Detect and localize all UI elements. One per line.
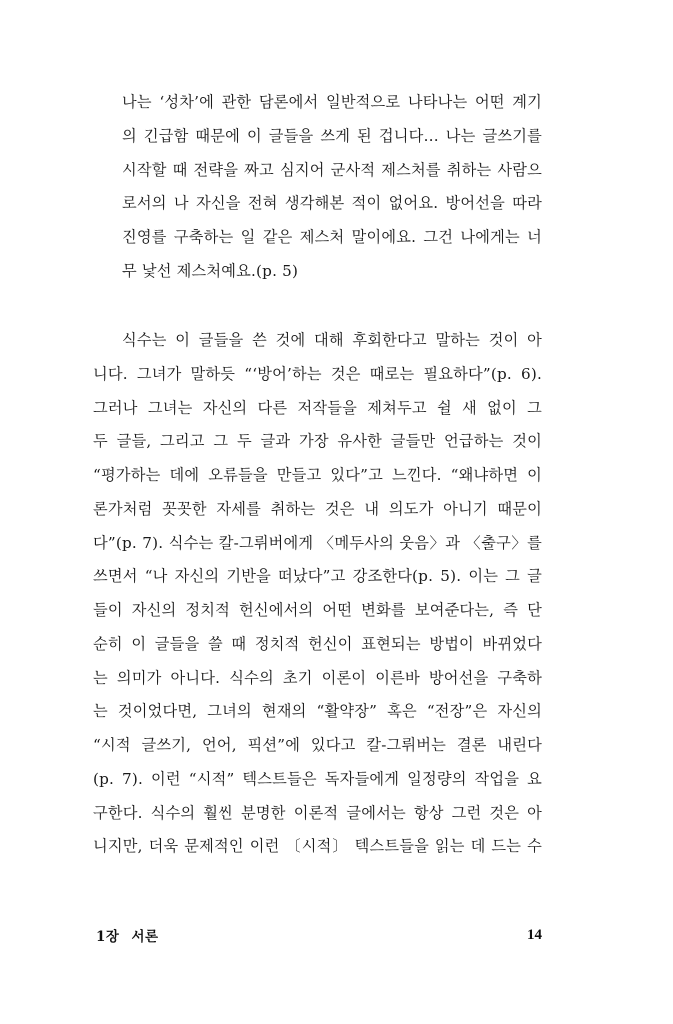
body-line: 니지만, 더욱 문제적인 이런 〔시적〕 텍스트들을 읽는 데 드는 수 xyxy=(93,837,542,856)
quote-line: 나는 ‘성차’에 관한 담론에서 일반적으로 나타나는 어떤 계기 xyxy=(122,93,542,111)
quote-line: 무 낯선 제스처예요.(p. 5) xyxy=(122,261,299,280)
chapter-number: 1장 xyxy=(96,929,120,945)
body-line: 들이 자신의 정치적 헌신에서의 어떤 변화를 보여준다는, 즉 단 xyxy=(93,601,542,619)
running-header-chapter xyxy=(96,925,159,945)
body-line: 다”(p. 7). 식수는 칼-그뤼버에게 〈메두사의 웃음〉과 〈출구〉를 xyxy=(93,533,542,552)
body-line: 니다. 그녀가 말하듯 “‘방어’하는 것은 때로는 필요하다”(p. 6). xyxy=(93,364,542,383)
body-line: 론가처럼 꼿꼿한 자세를 취하는 것은 내 의도가 아니기 때문이 xyxy=(93,499,542,518)
body-line: 는 것이었다면, 그녀의 현재의 “활약장” 혹은 “전장”은 자신의 xyxy=(93,702,542,721)
body-line: 식수는 이 글들을 쓴 것에 대해 후회한다고 말하는 것이 아 xyxy=(122,331,542,349)
body-line: 는 의미가 아니다. 식수의 초기 이론이 이른바 방어선을 구축하 xyxy=(93,668,542,687)
block-quote xyxy=(122,86,542,289)
quote-line: 로서의 나 자신을 전혀 생각해본 적이 없어요. 방어선을 따라 xyxy=(122,194,542,213)
page-number: 14 xyxy=(527,926,542,943)
body-line: 순히 이 글들을 쓸 때 정치적 헌신이 표현되는 방법이 바뀌었다 xyxy=(93,634,542,653)
body-line: “평가하는 데에 오류들을 만들고 있다”고 느낀다. “왜냐하면 이 xyxy=(93,466,542,484)
body-line: 두 글들, 그리고 그 두 글과 가장 유사한 글들만 언급하는 것이 xyxy=(93,432,542,451)
body-line: “시적 글쓰기, 언어, 픽션”에 있다고 칼-그뤼버는 결론 내린다 xyxy=(93,736,542,754)
body-line: 구한다. 식수의 훨씬 분명한 이론적 글에서는 항상 그런 것은 아 xyxy=(93,803,542,822)
body-paragraph xyxy=(93,324,542,864)
quote-line: 시작할 때 전략을 짜고 심지어 군사적 제스처를 취하는 사람으 xyxy=(122,160,542,179)
body-line: 그러나 그녀는 자신의 다른 저작들을 제쳐두고 쉴 새 없이 그 xyxy=(93,398,542,417)
quote-line: 의 긴급함 때문에 이 글들을 쓰게 된 겁니다… 나는 글쓰기를 xyxy=(122,126,542,145)
page-footer xyxy=(96,924,542,946)
quote-line: 진영를 구축하는 일 같은 제스처 말이에요. 그건 나에게는 너 xyxy=(122,228,542,246)
chapter-title: 서론 xyxy=(131,929,159,945)
body-line: 쓰면서 “나 자신의 기반을 떠났다”고 강조한다(p. 5). 이는 그 글 xyxy=(93,567,542,586)
body-line: (p. 7). 이런 “시적” 텍스트들은 독자들에게 일정량의 작업을 요 xyxy=(93,769,542,788)
